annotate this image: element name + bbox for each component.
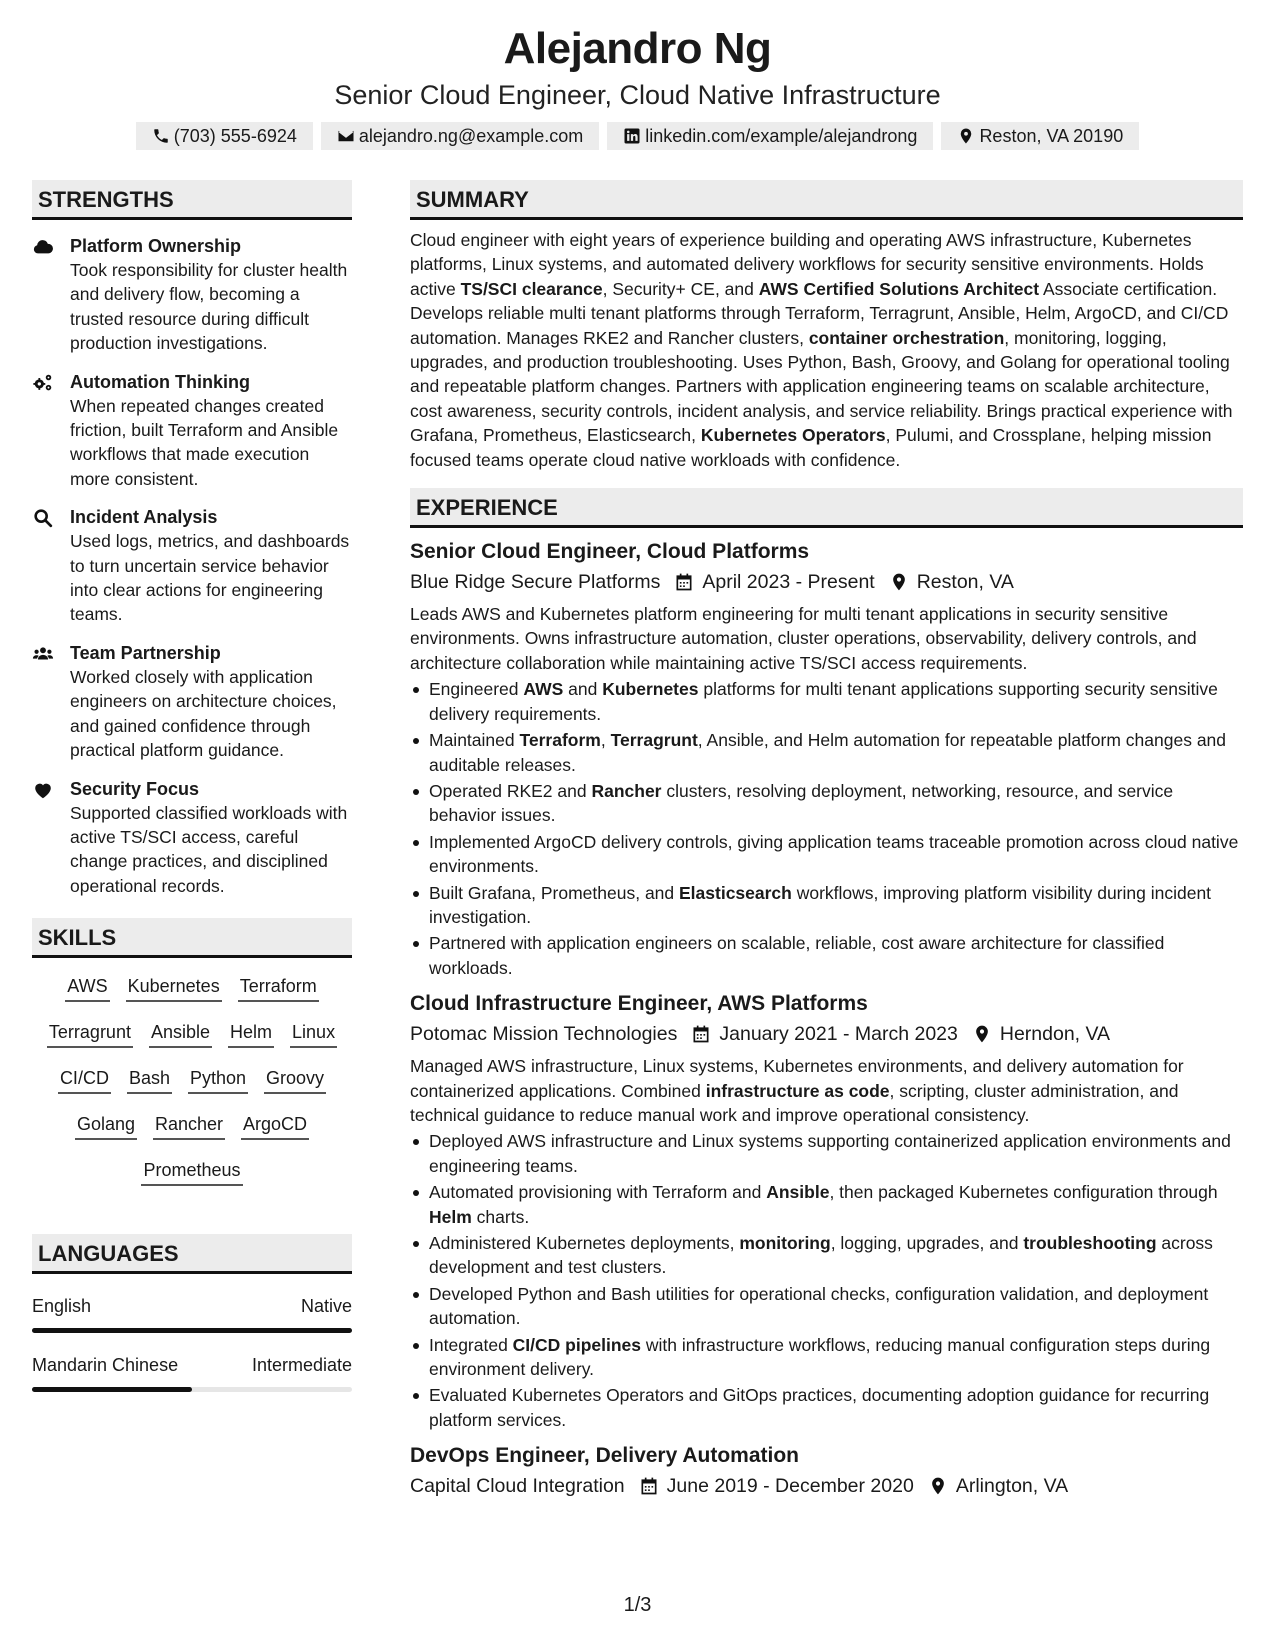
language-name: Mandarin Chinese xyxy=(32,1355,179,1376)
skills-heading: SKILLS xyxy=(32,918,352,958)
job-dates: June 2019 - December 2020 xyxy=(666,1475,914,1498)
job-bullet: Developed Python and Bash utilities for operational checks, configuration validation, and deployment automation. xyxy=(410,1282,1243,1331)
skill-tag: Python xyxy=(188,1066,248,1094)
job-description: Managed AWS infrastructure, Linux systems, Kubernetes environments, and delivery automation for containerized applications. Combined infrastructure as code, scripting, cluster administration, and technical guidance to reduce manual work and improve operational consistency. xyxy=(410,1056,1184,1125)
resume-header xyxy=(0,22,1275,150)
job-bullets xyxy=(410,677,1243,980)
skill-tag: Terragrunt xyxy=(47,1020,133,1048)
candidate-role: Senior Cloud Engineer, Cloud Native Infrastructure xyxy=(334,80,941,110)
skill-tag: CI/CD xyxy=(58,1066,111,1094)
language-proficiency-bar xyxy=(32,1387,352,1392)
job-bullet: Administered Kubernetes deployments, monitoring, logging, upgrades, and troubleshooting across development and test clusters. xyxy=(410,1231,1243,1280)
contact-location xyxy=(941,122,1139,150)
skill-tag: Groovy xyxy=(264,1066,326,1094)
map-pin-icon xyxy=(957,127,975,145)
calendar-icon xyxy=(691,1024,711,1044)
job-dates: January 2021 - March 2023 xyxy=(719,1023,958,1046)
strength-item xyxy=(32,370,352,492)
bold-keyword: Kubernetes xyxy=(602,679,699,700)
search-icon xyxy=(32,507,54,529)
contact-linkedin xyxy=(607,122,933,150)
skill-tag: Rancher xyxy=(153,1112,225,1140)
job-location: Reston, VA xyxy=(916,571,1014,594)
users-icon xyxy=(32,643,54,665)
calendar-icon xyxy=(674,572,694,592)
language-level: Native xyxy=(300,1296,352,1317)
bold-keyword: infrastructure as code xyxy=(705,1080,890,1101)
bold-keyword: Rancher xyxy=(591,780,662,801)
contact-email-text: alejandro.ng@example.com xyxy=(358,126,584,146)
skill-tag: Prometheus xyxy=(141,1158,242,1186)
language-proficiency-fill xyxy=(32,1328,352,1333)
bold-keyword: Elasticsearch xyxy=(679,882,792,903)
right-column xyxy=(410,180,1243,1500)
job-entry xyxy=(410,990,1243,1432)
job-bullet: Operated RKE2 and Rancher clusters, resolving deployment, networking, resource, and service behavior issues. xyxy=(410,779,1243,828)
job-bullet: Partnered with application engineers on scalable, reliable, cost aware architecture for classified workloads. xyxy=(410,931,1243,980)
strength-title: Team Partnership xyxy=(70,642,221,663)
language-item xyxy=(32,1294,352,1333)
page-number: 1/3 xyxy=(623,1594,652,1616)
bold-keyword: Kubernetes Operators xyxy=(700,425,886,446)
strength-desc: When repeated changes created friction, built Terraform and Ansible workflows that made execution more consistent. xyxy=(70,395,339,489)
language-proficiency-bar xyxy=(32,1328,352,1333)
job-bullet: Integrated CI/CD pipelines with infrastructure workflows, reducing manual configuration steps during environment delivery. xyxy=(410,1333,1243,1382)
job-bullet: Engineered AWS and Kubernetes platforms for multi tenant applications supporting security sensitive delivery requirements. xyxy=(410,677,1243,726)
job-bullet: Implemented ArgoCD delivery controls, giving application teams traceable promotion across cloud native environments. xyxy=(410,830,1243,879)
left-column xyxy=(32,180,352,1392)
skill-tag: Bash xyxy=(127,1066,172,1094)
language-item xyxy=(32,1353,352,1392)
job-location: Arlington, VA xyxy=(955,1475,1069,1498)
language-level: Intermediate xyxy=(251,1355,352,1376)
candidate-name: Alejandro Ng xyxy=(503,24,772,73)
job-entry xyxy=(410,538,1243,980)
strength-item xyxy=(32,234,352,356)
contact-bar xyxy=(0,122,1275,150)
bold-keyword: monitoring xyxy=(739,1233,831,1253)
job-location: Herndon, VA xyxy=(999,1023,1111,1046)
strength-item xyxy=(32,777,352,899)
strength-title: Security Focus xyxy=(70,778,200,799)
strength-item xyxy=(32,505,352,627)
strength-item xyxy=(32,641,352,763)
linkedin-icon xyxy=(623,127,641,145)
job-title: Cloud Infrastructure Engineer, AWS Platforms xyxy=(410,992,868,1016)
skill-tag: Golang xyxy=(75,1112,137,1140)
map-pin-icon xyxy=(889,572,909,592)
job-company: Blue Ridge Secure Platforms xyxy=(410,571,661,594)
job-meta xyxy=(410,568,1243,596)
bold-keyword: TS/SCI clearance xyxy=(460,278,603,299)
skill-tag: Kubernetes xyxy=(126,974,222,1002)
strengths-heading: STRENGTHS xyxy=(32,180,352,220)
bold-keyword: CI/CD pipelines xyxy=(512,1334,642,1355)
strength-title: Incident Analysis xyxy=(70,507,218,528)
skills-list xyxy=(32,958,352,1186)
bold-keyword: AWS Certified Solutions Architect xyxy=(758,278,1040,299)
phone-icon xyxy=(152,127,170,145)
bold-keyword: AWS xyxy=(523,679,564,700)
job-bullet: Built Grafana, Prometheus, and Elasticsearch workflows, improving platform visibility during incident investigation. xyxy=(410,881,1243,930)
envelope-icon xyxy=(337,127,355,145)
contact-email xyxy=(321,122,599,150)
job-entry xyxy=(410,1442,1243,1500)
bold-keyword: troubleshooting xyxy=(1023,1233,1157,1253)
contact-linkedin-text: linkedin.com/example/alejandrong xyxy=(645,126,918,146)
bold-keyword: container orchestration xyxy=(808,327,1005,348)
job-title: DevOps Engineer, Delivery Automation xyxy=(410,1444,799,1468)
summary-heading: SUMMARY xyxy=(410,180,1243,220)
contact-phone-text: (703) 555-6924 xyxy=(173,126,297,146)
skill-tag: Ansible xyxy=(149,1020,212,1048)
strength-desc: Took responsibility for cluster health and delivery flow, becoming a trusted resource during difficult production investigations. xyxy=(70,260,348,354)
job-title: Senior Cloud Engineer, Cloud Platforms xyxy=(410,540,810,564)
gears-icon xyxy=(32,372,54,394)
strength-title: Platform Ownership xyxy=(70,236,242,256)
skill-tag: Helm xyxy=(228,1020,274,1048)
job-company: Capital Cloud Integration xyxy=(410,1475,625,1498)
skill-tag: Linux xyxy=(290,1020,337,1048)
job-description: Leads AWS and Kubernetes platform engineering for multi tenant applications in security sensitive environments. Owns infrastructure automation, cluster operations, observability, delivery controls, and architecture collaboration while maintaining active TS/SCI access requirements. xyxy=(410,604,1197,673)
bold-keyword: Terragrunt xyxy=(610,730,698,751)
map-pin-icon xyxy=(972,1024,992,1044)
heart-icon xyxy=(32,779,54,801)
job-bullet: Maintained Terraform, Terragrunt, Ansible, and Helm automation for repeatable platform changes and auditable releases. xyxy=(410,728,1243,777)
skill-tag: AWS xyxy=(65,974,109,1002)
job-dates: April 2023 - Present xyxy=(702,571,875,594)
job-bullet: Evaluated Kubernetes Operators and GitOps practices, documenting adoption guidance for recurring platform services. xyxy=(410,1383,1243,1432)
job-company: Potomac Mission Technologies xyxy=(410,1023,678,1046)
bold-keyword: Helm xyxy=(429,1206,472,1227)
job-bullet: Deployed AWS infrastructure and Linux systems supporting containerized application environments and engineering teams. xyxy=(410,1129,1243,1178)
strength-desc: Used logs, metrics, and dashboards to turn uncertain service behavior into clear actions for engineering teams. xyxy=(70,531,350,625)
skill-tag: Terraform xyxy=(238,974,319,1002)
bold-keyword: Ansible xyxy=(766,1182,830,1203)
strength-desc: Supported classified workloads with active TS/SCI access, careful change practices, and disciplined operational records. xyxy=(70,802,348,896)
language-name: English xyxy=(32,1296,92,1317)
contact-phone xyxy=(136,122,313,150)
job-meta xyxy=(410,1020,1243,1048)
job-bullet: Automated provisioning with Terraform and Ansible, then packaged Kubernetes configuration through Helm charts. xyxy=(410,1180,1243,1229)
languages-heading: LANGUAGES xyxy=(32,1234,352,1274)
contact-location-text: Reston, VA 20190 xyxy=(979,126,1124,146)
calendar-icon xyxy=(639,1476,659,1496)
strength-title: Automation Thinking xyxy=(70,371,250,392)
language-proficiency-fill xyxy=(32,1387,192,1392)
bold-keyword: Terraform xyxy=(519,730,601,751)
summary-text: Cloud engineer with eight years of experience building and operating AWS infrastructure, Kubernetes platforms, Linux systems, and automated delivery workflows for security sensitive environments. Holds active TS/SCI clearance, Security+ CE, and AWS Certified Solutions Architect Associate certification. Develops reliable multi tenant platforms through Terraform, Terragrunt, Ansible, Helm, ArgoCD, and CI/CD automation. Manages RKE2 and Rancher clusters, container orchestration, monitoring, logging, upgrades, and production troubleshooting. Uses Python, Bash, Groovy, and Golang for operational tooling and repeatable platform changes. Partners with application engineering teams on scalable architecture, cost awareness, security controls, incident analysis, and service reliability. Brings practical experience with Grafana, Prometheus, Elasticsearch, Kubernetes Operators, Pulumi, and Crossplane, helping mission focused teams operate cloud native workloads with confidence. xyxy=(410,230,1233,470)
experience-heading: EXPERIENCE xyxy=(410,488,1243,528)
strength-desc: Worked closely with application engineers on architecture choices, and gained confidence through practical platform guidance. xyxy=(70,666,337,761)
skill-tag: ArgoCD xyxy=(241,1112,309,1140)
cloud-icon xyxy=(32,236,54,258)
map-pin-icon xyxy=(928,1476,948,1496)
job-bullets xyxy=(410,1129,1243,1432)
job-meta xyxy=(410,1472,1243,1500)
